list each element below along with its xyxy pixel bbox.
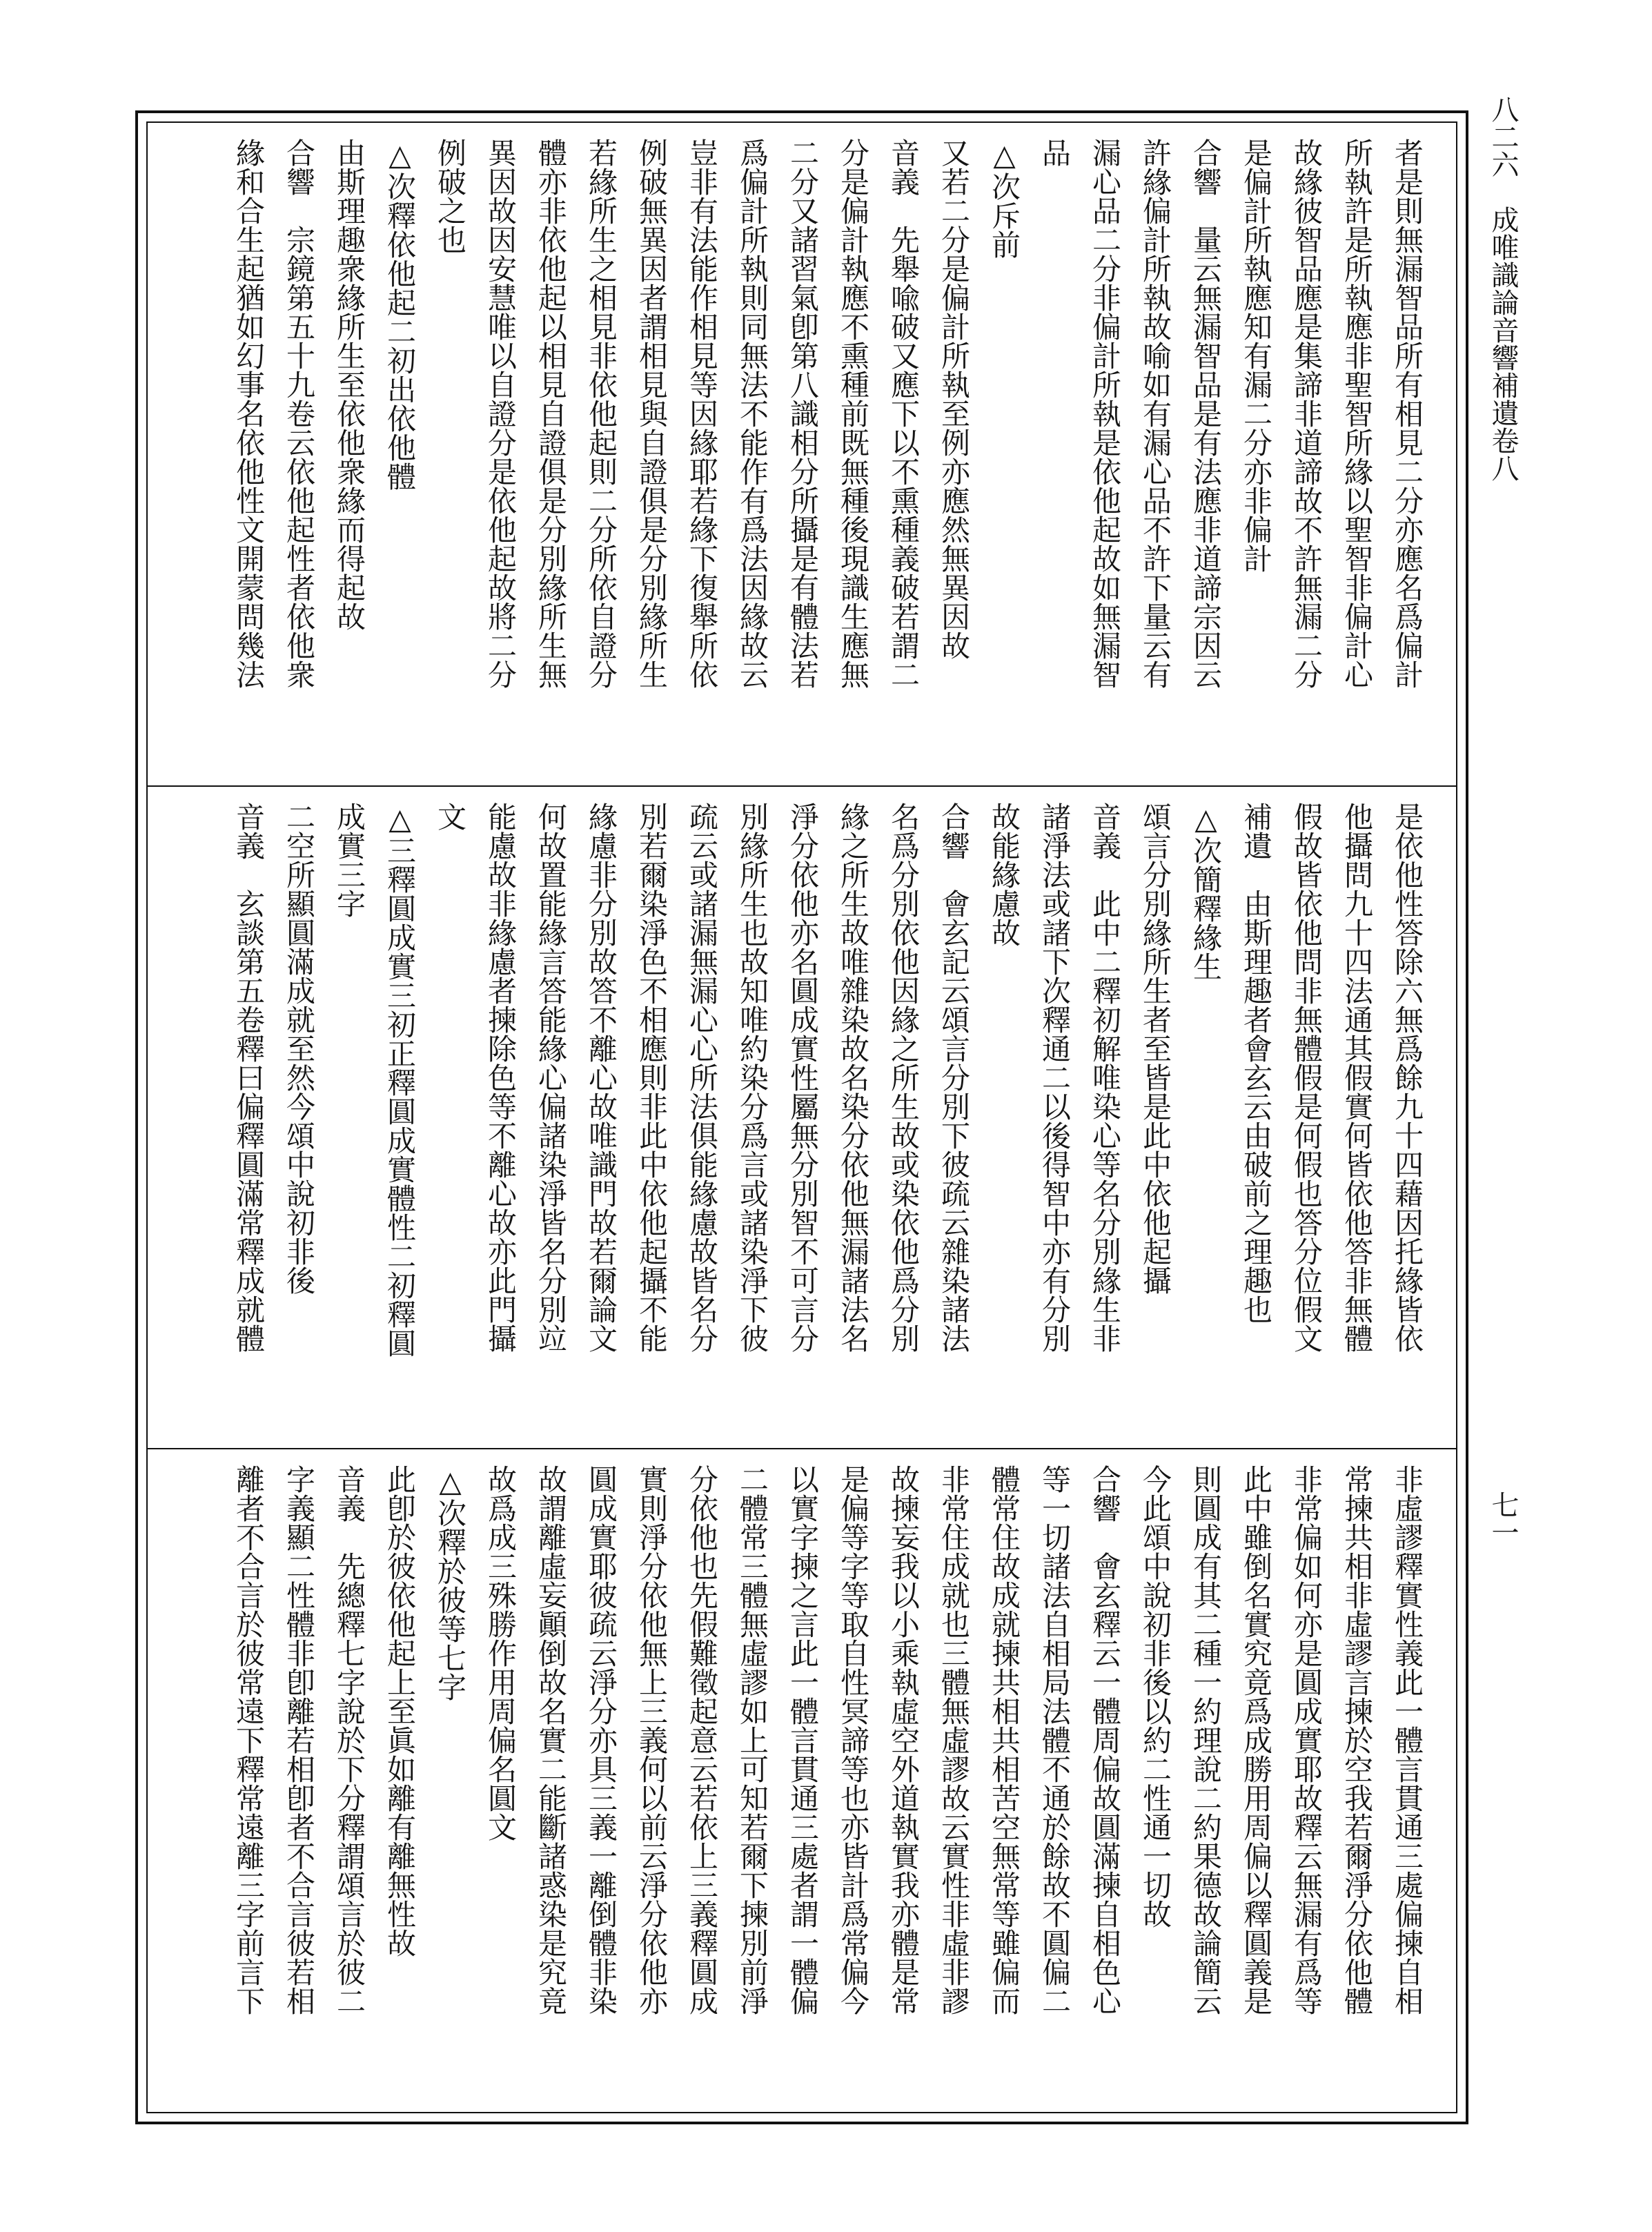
text-column: 許緣偏計所執故喻如有漏心品不許下量云有 (1139, 138, 1172, 689)
text-column: △次釋於彼等七字 (433, 1465, 467, 1701)
text-column: 離者不合言於彼常遠下釋常遠離三字前言下 (232, 1465, 266, 2015)
text-column: 音義 先總釋七字說於下分釋謂頌言於彼二 (333, 1465, 366, 2015)
text-column: △次簡釋緣生 (1189, 802, 1223, 981)
register-middle (148, 785, 1456, 1449)
text-column: 非常住成就也三體無虛謬故云實性非虛非謬 (937, 1465, 971, 2015)
text-column: 何故置能緣言答能緣心偏諸染淨皆名分別竝 (534, 802, 568, 1353)
text-column: 品 (1038, 138, 1072, 167)
text-column: 故謂離虛妄顚倒故名實二能斷諸惑染是究竟 (534, 1465, 568, 2015)
text-column: 體亦非依他起以相見自證俱是分別緣所生無 (534, 138, 568, 689)
register-bottom (148, 1448, 1456, 2119)
register-bottom-text (166, 1465, 1433, 2086)
folio-number: 七一 (1487, 1491, 1519, 1546)
text-column: △次斥前 (987, 138, 1021, 259)
text-column: 非常偏如何亦是圓成實耶故釋云無漏有爲等 (1290, 1465, 1324, 2015)
running-title: 八二六 成唯識論音響補遺卷八 (1487, 95, 1519, 482)
register-top (148, 123, 1456, 785)
text-column: 補遺 由斯理趣者會玄云由破前之理趣也 (1239, 802, 1273, 1324)
text-column: 例破之也 (433, 138, 467, 254)
text-column: 者是則無漏智品所有相見二分亦應名爲偏計 (1390, 138, 1424, 689)
text-column: 是依他性答除六無爲餘九十四藉因托緣皆依 (1390, 802, 1424, 1353)
text-column: 別緣所生也故知唯約染分爲言或諸染淨下彼 (736, 802, 769, 1353)
text-column: 頌言分別緣所生者至皆是此中依他起攝 (1139, 802, 1172, 1295)
text-column: 此中雖倒名實究竟爲成勝用周偏以釋圓義是 (1239, 1465, 1273, 2015)
text-column: 字義顯二性體非卽離若相卽者不合言彼若相 (282, 1465, 316, 2015)
text-column: 合響 宗鏡第五十九卷云依他起性者依他衆 (282, 138, 316, 689)
text-column: 音義 先舉喩破又應下以不熏種義破若謂二 (887, 138, 921, 689)
text-column: 例破無異因者謂相見與自證俱是分別緣所生 (635, 138, 669, 689)
text-column: △次釋依他起二初出依他體 (383, 138, 417, 491)
text-column: 爲偏計所執則同無法不能作有爲法因緣故云 (736, 138, 769, 689)
text-column: 是偏等字等取自性冥諦等也亦皆計爲常偏今 (836, 1465, 870, 2015)
text-column: 諸淨法或諸下次釋通二以後得智中亦有分別 (1038, 802, 1072, 1353)
text-column: 文 (433, 802, 467, 831)
text-column: 以實字揀之言此一體言貫通三處者謂一體偏 (786, 1465, 820, 2015)
text-column: 漏心品二分非偏計所執是依他起故如無漏智 (1088, 138, 1122, 689)
text-column: 實則淨分依他無上三義何以前云淨分依他亦 (635, 1465, 669, 2015)
text-column: 合響 會玄記云頌言分別下彼疏云雜染諸法 (937, 802, 971, 1353)
text-column: 圓成實耶彼疏云淨分亦具三義一離倒體非染 (584, 1465, 618, 2015)
text-column: 今此頌中說初非後以約二性通一切故 (1139, 1465, 1172, 1928)
text-column: 他攝問九十四法通其假實何皆依他答非無體 (1340, 802, 1374, 1353)
register-top-text (166, 138, 1433, 759)
text-column: 分是偏計執應不熏種前既無種後現識生應無 (836, 138, 870, 689)
page-inner-frame (146, 121, 1457, 2113)
text-column: 故爲成三殊勝作用周偏名圓文 (484, 1465, 518, 1841)
text-column: 此卽於彼依他起上至眞如離有離無性故 (383, 1465, 417, 1957)
text-column: 疏云或諸漏無漏心心所法俱能緣慮故皆名分 (685, 802, 719, 1353)
text-column: 成實三字 (333, 802, 366, 918)
text-column: 故揀妄我以小乘執虛空外道執實我亦體是常 (887, 1465, 921, 2015)
text-column: 豈非有法能作相見等因緣耶若緣下復舉所依 (685, 138, 719, 689)
text-column: 異因故因安慧唯以自證分是依他起故將二分 (484, 138, 518, 689)
text-column: 故緣彼智品應是集諦非道諦故不許無漏二分 (1290, 138, 1324, 689)
text-column: 若緣所生之相見非依他起則二分所依自證分 (584, 138, 618, 689)
text-column: 合響 量云無漏智品是有法應非道諦宗因云 (1189, 138, 1223, 689)
text-column: 又若二分是偏計所執至例亦應然無異因故 (937, 138, 971, 660)
text-column: 音義 此中二釋初解唯染心等名分別緣生非 (1088, 802, 1122, 1353)
text-column: 合響 會玄釋云一體周偏故圓滿揀自相色心 (1088, 1465, 1122, 2015)
page-frame (135, 110, 1468, 2124)
text-column: 音義 玄談第五卷釋曰偏釋圓滿常釋成就體 (232, 802, 266, 1353)
text-column: 緣之所生故唯雜染故名染分依他無漏諸法名 (836, 802, 870, 1353)
register-middle-text (166, 802, 1433, 1423)
text-column: 淨分依他亦名圓成實性屬無分別智不可言分 (786, 802, 820, 1353)
text-column: 非虛謬釋實性義此一體言貫通三處偏揀自相 (1390, 1465, 1424, 2015)
text-column: 緣慮非分別故答不離心故唯識門故若爾論文 (584, 802, 618, 1353)
text-column: 由斯理趣衆緣所生至依他衆緣而得起故 (333, 138, 366, 631)
text-column: △三釋圓成實三初正釋圓成實體性二初釋圓 (383, 802, 417, 1358)
text-column: 二空所顯圓滿成就至然今頌中說初非後 (282, 802, 316, 1295)
text-column: 故能緣慮故 (987, 802, 1021, 947)
text-column: 是偏計所執應知有漏二分亦非偏計 (1239, 138, 1273, 573)
text-column: 二體常三體無虛謬如上可知若爾下揀別前淨 (736, 1465, 769, 2015)
text-column: 二分又諸習氣卽第八識相分所攝是有體法若 (786, 138, 820, 689)
text-column: 名爲分別依他因緣之所生故或染依他爲分別 (887, 802, 921, 1353)
text-column: 常揀共相非虛謬言揀於空我若爾淨分依他體 (1340, 1465, 1374, 2015)
text-column: 別若爾染淨色不相應則非此中依他起攝不能 (635, 802, 669, 1353)
text-column: 緣和合生起猶如幻事名依他性文開蒙問幾法 (232, 138, 266, 689)
text-column: 所執許是所執應非聖智所緣以聖智非偏計心 (1340, 138, 1374, 689)
text-column: 則圓成有其二種一約理說二約果德故論簡云 (1189, 1465, 1223, 2015)
text-column: 體常住故成就揀共相共相苦空無常等雖偏而 (987, 1465, 1021, 2015)
text-column: 分依他也先假難徵起意云若依上三義釋圓成 (685, 1465, 719, 2015)
text-column: 能慮故非緣慮者揀除色等不離心故亦此門攝 (484, 802, 518, 1353)
text-column: 假故皆依他問非無體假是何假也答分位假文 (1290, 802, 1324, 1353)
text-column: 等一切諸法自相局法體不通於餘故不圓偏二 (1038, 1465, 1072, 2015)
